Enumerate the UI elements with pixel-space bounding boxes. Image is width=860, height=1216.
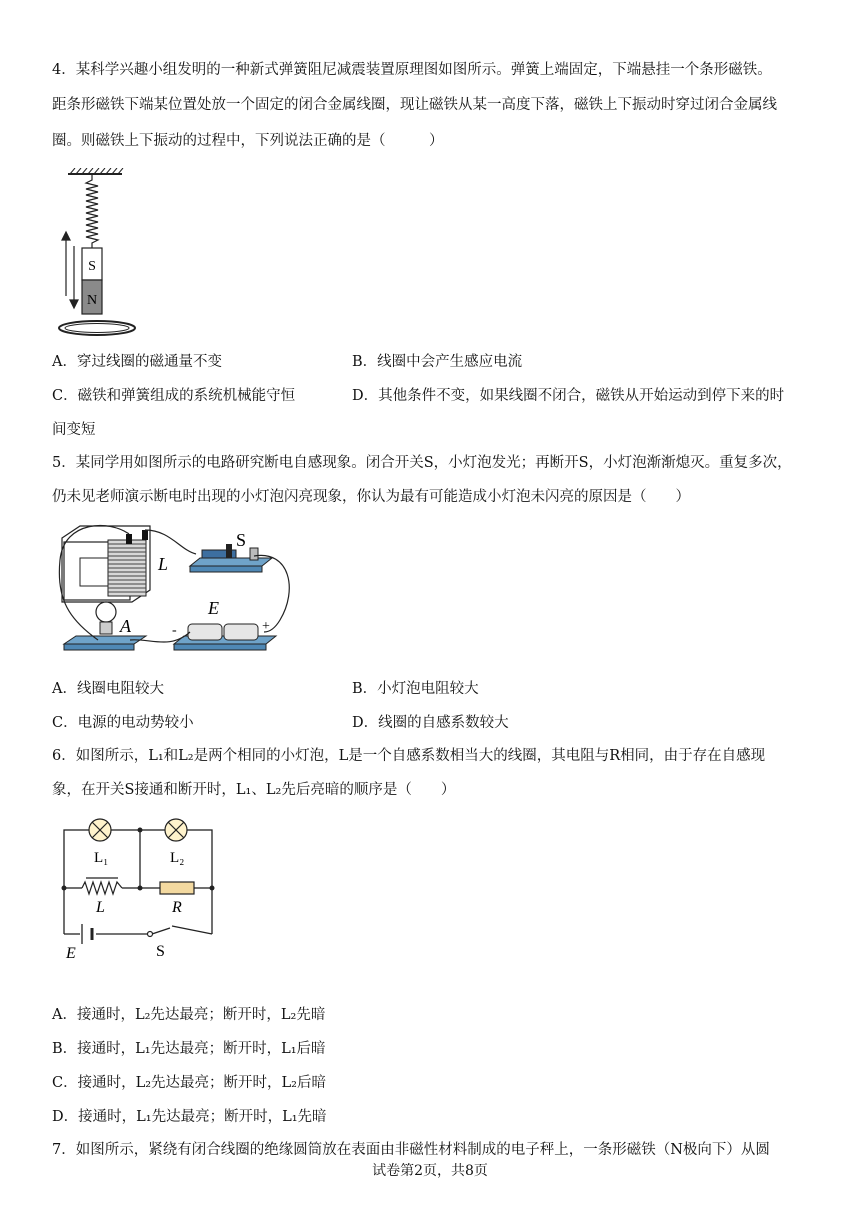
coil-windings — [108, 540, 146, 596]
lamp-bulb-icon — [96, 602, 116, 622]
q4-stem-line1: 4．某科学兴趣小组发明的一种新式弹簧阻尼减震装置原理图如图所示。弹簧上端固定，下端悬挂一个条形磁铁。 — [52, 62, 772, 78]
label-inductor-L: L — [96, 899, 105, 916]
battery-cell-1 — [188, 624, 222, 640]
spring — [86, 174, 98, 248]
q6-option-b: B．接通时，L₁先达最亮；断开时，L₁后暗 — [52, 1041, 326, 1057]
battery-cell-2 — [224, 624, 258, 640]
coil-terminal-left — [126, 534, 132, 544]
motion-arrows-icon — [62, 232, 78, 308]
q4-option-c: C．磁铁和弹簧组成的系统机械能守恒 — [52, 388, 296, 404]
label-source-E: E — [66, 945, 76, 962]
page-footer: 试卷第2页，共8页 — [372, 1163, 488, 1179]
q5-stem-line2: 仍未见老师演示断电时出现的小灯泡闪亮现象，你认为最有可能造成小灯泡未闪亮的原因是（ ） — [52, 489, 690, 505]
q6-option-c: C．接通时，L₂先达最亮；断开时，L₂后暗 — [52, 1075, 326, 1091]
coil-terminal-right — [142, 530, 148, 540]
label-L1: L₁ — [94, 850, 109, 866]
coil-ring-inner — [65, 324, 129, 333]
label-L2: L₂ — [170, 850, 185, 866]
label-source-E: E — [208, 598, 219, 618]
magnet-n-label: N — [86, 293, 98, 308]
q5-option-c: C．电源的电动势较小 — [52, 715, 194, 731]
q4-option-d: D．其他条件不变，如果线圈不闭合，磁铁从开始运动到停下来的时 — [352, 388, 785, 404]
q5-option-a: A．线圈电阻较大 — [52, 681, 164, 697]
resistor-R — [160, 882, 194, 894]
q4-stem-line2: 距条形磁铁下端某位置处放一个固定的闭合金属线圈，现让磁铁从某一高度下落，磁铁上下振动时穿过闭合金属线 — [52, 97, 777, 113]
q5-option-b: B．小灯泡电阻较大 — [352, 681, 479, 697]
q5-stem-line1: 5．某同学用如图所示的电路研究断电自感现象。闭合开关S，小灯泡发光；再断开S，小灯泡渐渐熄灭。重复多次， — [52, 455, 792, 471]
q7-stem-line1: 7．如图所示，紧绕有闭合线圈的绝缘圆筒放在表面由非磁性材料制成的电子秤上，一条形磁铁（N极向下）从圆 — [52, 1142, 770, 1158]
label-switch-S: S — [236, 530, 247, 550]
q4-option-d-cont: 间变短 — [52, 422, 96, 438]
label-coil-L: L — [158, 554, 169, 574]
label-plus: + — [262, 619, 270, 634]
q4-option-a: A．穿过线圈的磁通量不变 — [52, 354, 222, 370]
label-resistor-R: R — [172, 899, 182, 916]
q4-option-b: B．线圈中会产生感应电流 — [352, 354, 523, 370]
lamp-inductor-circuit-figure — [52, 814, 227, 964]
spring-magnet-figure — [54, 168, 174, 340]
switch-contact — [148, 932, 153, 937]
label-minus: - — [172, 623, 177, 638]
q6-option-d: D．接通时，L₁先达最亮；断开时，L₁先暗 — [52, 1109, 327, 1125]
label-lamp-A: A — [120, 616, 131, 636]
switch-base — [190, 558, 272, 566]
magnet-s-label: S — [88, 259, 96, 274]
q4-stem-line3: 圈。则磁铁上下振动的过程中，下列说法正确的是（ ） — [52, 133, 444, 149]
q6-option-a: A．接通时，L₂先达最亮；断开时，L₂先暗 — [52, 1007, 326, 1023]
label-switch-S: S — [156, 943, 165, 960]
q6-stem-line1: 6．如图所示，L₁和L₂是两个相同的小灯泡，L是一个自感系数相当大的线圈，其电阻与R相同，由于存在自感现 — [52, 748, 766, 764]
self-induction-circuit-figure — [50, 520, 300, 670]
q6-stem-line2: 象，在开关S接通和断开时，L₁、L₂先后亮暗的顺序是（ ） — [52, 782, 456, 798]
q5-option-d: D．线圈的自感系数较大 — [352, 715, 509, 731]
